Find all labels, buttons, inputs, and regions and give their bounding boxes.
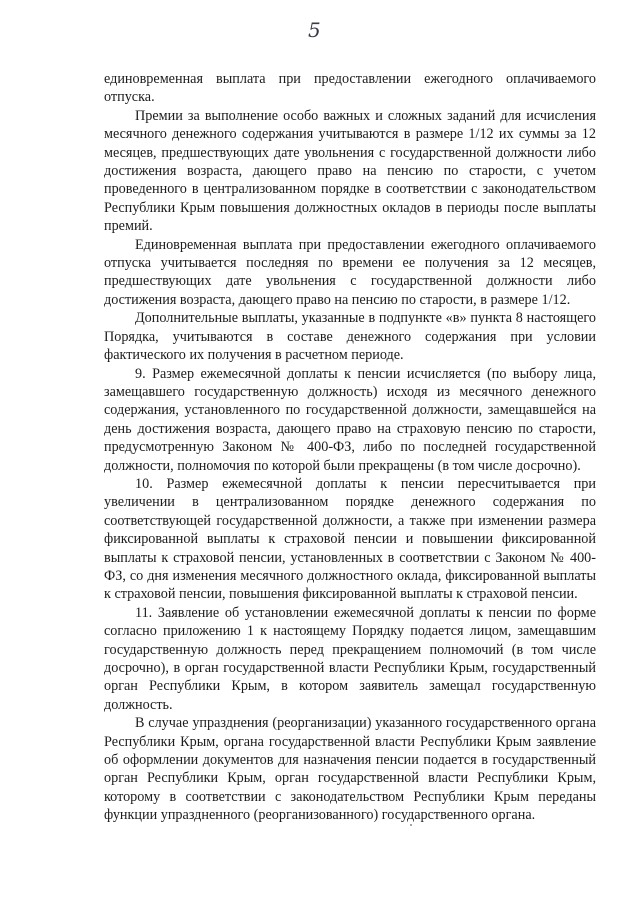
paragraph-item-11: 11. Заявление об установлении ежемесячной доплаты к пенсии по форме согласно приложению 1 к настоящему Порядку подается лицом, замещавшим государственную должность перед прекращением полномочий (в том числе досрочно), в орган государственной власти Республики Крым, государственный орган Республики Крым, в котором заявитель замещал государственную должность. xyxy=(104,604,596,713)
paragraph-lump-sum: Единовременная выплата при предоставлении ежегодного оплачиваемого отпуска учитывается последняя по времени ее получения за 12 месяцев, предшествующих дате увольнения с государственной должности либо достижения возраста, дающего право на пенсию по старости, в размере 1/12. xyxy=(104,236,596,308)
document-body xyxy=(104,70,596,825)
paragraph-additional-payments: Дополнительные выплаты, указанные в подпункте «в» пункта 8 настоящего Порядка, учитываются в составе денежного содержания при условии фактического их получения в расчетном периоде. xyxy=(104,310,596,364)
scan-speck xyxy=(410,824,412,826)
paragraph-reorganization: В случае упразднения (реорганизации) указанного государственного органа Республики Крым, органа государственной власти Республики Крым заявление об оформлении документов для назначения пенсии подается в государственный орган Республики Крым, орган государственной власти Республики Крым, которому в соответствии с законодательством Республики Крым переданы функции упраздненного (реорганизованного) государственного органа. xyxy=(104,715,596,824)
paragraph-continuation: единовременная выплата при предоставлении ежегодного оплачиваемого отпуска. xyxy=(104,71,596,106)
paragraph-bonuses: Премии за выполнение особо важных и сложных заданий для исчисления месячного денежного содержания учитываются в размере 1/12 их суммы за 12 месяцев, предшествующих дате увольнения с государственной должности либо достижения возраста, дающего право на пенсию по старости, с учетом проведенного в централизованном порядке в соответствии с законодательством Республики Крым повышения должностных окладов в периоды после выплаты премий. xyxy=(104,107,596,235)
paragraph-item-9: 9. Размер ежемесячной доплаты к пенсии исчисляется (по выбору лица, замещавшего государственную должность) исходя из месячного денежного содержания, установленного по государственной должности, замещавшейся на день достижения возраста, дающего право на страховую пенсию по старости, предусмотренную Законом № 400-ФЗ, либо по последней государственной должности, полномочия по которой были прекращены (в том числе досрочно). xyxy=(104,365,596,474)
paragraph-item-10: 10. Размер ежемесячной доплаты к пенсии пересчитывается при увеличении в централизованном порядке денежного содержания по соответствующей государственной должности, а также при изменении размера фиксированной выплаты к страховой пенсии и повышении фиксированной выплаты к страховой пенсии, установленных в соответствии с Законом № 400-ФЗ, со дня изменения месячного должностного оклада, фиксированной выплаты к страховой пенсии, повышения фиксированной выплаты к страховой пенсии. xyxy=(104,475,596,603)
page-number: 5 xyxy=(308,18,321,42)
